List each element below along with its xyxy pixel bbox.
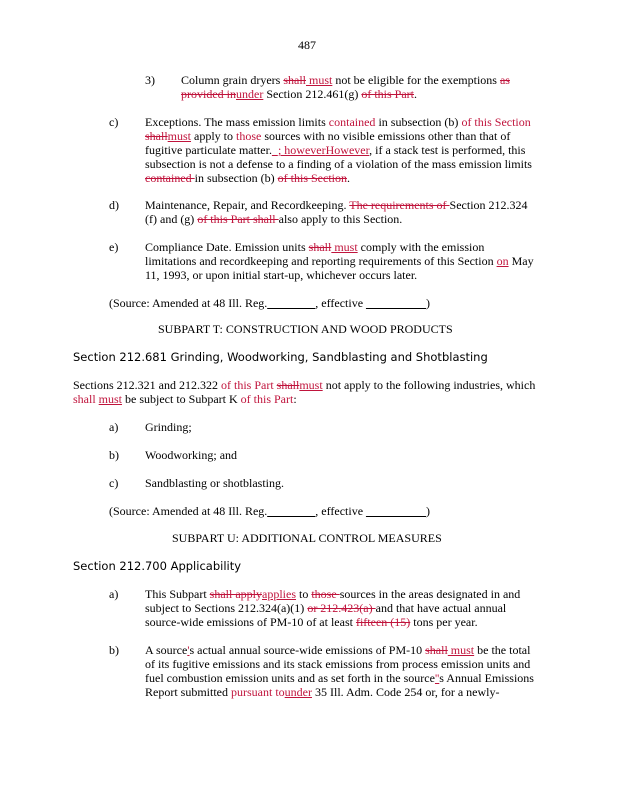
page-number: 487 [298, 38, 316, 52]
deleted-text: as [499, 73, 510, 87]
item-marker: e) [109, 240, 119, 254]
text-line [145, 212, 402, 226]
inserted-text: on [496, 254, 509, 268]
list-item [145, 476, 284, 490]
text-line [145, 129, 510, 143]
text-segment: Compliance Date. Emission units [145, 240, 309, 254]
text-segment: Woodworking; and [145, 448, 238, 462]
text-segment: ) [426, 296, 431, 310]
inserted-text: must [98, 392, 123, 406]
item-marker: a) [109, 587, 119, 601]
list-item [145, 420, 192, 434]
text-segment: 11, 1993, or upon initial start-up, whichever occurs later. [145, 268, 418, 282]
text-segment: sources in the areas designated in and [339, 587, 521, 601]
amended-text: of this Part [221, 378, 274, 392]
text-segment: subject to Sections 212.324(a)(1) [145, 601, 308, 615]
subpart-heading [158, 322, 453, 336]
text-segment: : [293, 392, 297, 406]
text-segment: Maintenance, Repair, and Recordkeeping. [145, 198, 350, 212]
inserted-text: under [284, 685, 312, 699]
text-segment: to [296, 587, 312, 601]
subpart-heading [172, 531, 442, 545]
text-segment: in subsection (b) [194, 171, 278, 185]
text-line [145, 115, 531, 129]
section-heading [73, 350, 488, 364]
text-segment: Section 212.681 Grinding, Woodworking, Sandblasting and Shotblasting [73, 350, 488, 364]
text-segment: This Subpart [145, 587, 210, 601]
text-segment: source-wide emissions of PM-10 of at least [145, 615, 356, 629]
text-segment: be subject to Subpart K [122, 392, 241, 406]
text-segment: __________ [366, 504, 427, 518]
item-marker: b) [109, 643, 119, 657]
text-segment: ________ [267, 504, 316, 518]
source-note [109, 296, 430, 310]
text-segment: fugitive particulate matter. [145, 143, 272, 157]
text-segment: A source [145, 643, 188, 657]
deleted-text: shall apply [209, 587, 262, 601]
inserted-text: '' [434, 671, 440, 685]
deleted-text: of this Part shall [197, 212, 279, 226]
text-segment: s actual annual source-wide emissions of PM-10 [189, 643, 426, 657]
text-line [73, 392, 297, 406]
amended-text: shall [73, 392, 99, 406]
text-segment: , effective [315, 504, 367, 518]
inserted-text: _; however [271, 143, 326, 157]
deleted-text: shall [145, 129, 168, 143]
deleted-text: or 212.423(a) [307, 601, 376, 615]
deleted-text: shall [276, 378, 300, 392]
text-segment: Section 212.700 Applicability [73, 559, 242, 573]
item-marker: 3) [145, 73, 155, 87]
text-segment: Report submitted [145, 685, 231, 699]
text-segment: 35 Ill. Adm. Code 254 or, for a newly- [312, 685, 500, 699]
amended-text: those [236, 129, 262, 143]
text-segment: subsection is not a defense to a finding of a violation of the mass emission limits [145, 157, 532, 171]
text-segment: (f) and (g) [145, 212, 198, 226]
text-segment: SUBPART T: CONSTRUCTION AND WOOD PRODUCTS [158, 322, 453, 336]
item-marker: d) [109, 198, 119, 212]
deleted-text: contained [145, 171, 195, 185]
amended-text: of this Section [461, 115, 531, 129]
text-segment: in subsection (b) [375, 115, 462, 129]
deleted-text: those [311, 587, 340, 601]
text-line [145, 601, 506, 615]
text-segment: of its fugitive emissions and its stack emissions from process emission units and [145, 657, 531, 671]
text-segment: be the total [474, 643, 531, 657]
inserted-text: must [306, 73, 333, 87]
text-segment: Column grain dryers [181, 73, 284, 87]
inserted-text: applies [262, 587, 296, 601]
list-item [145, 448, 237, 462]
text-segment: . [346, 171, 350, 185]
amended-text: pursuant to [231, 685, 285, 699]
item-marker: a) [109, 420, 119, 434]
text-segment: (Source: Amended at 48 Ill. Reg. [109, 296, 268, 310]
amended-text: of this Part [240, 392, 294, 406]
text-segment: , if a stack test is performed, this [369, 143, 526, 157]
text-segment: , effective [315, 296, 367, 310]
text-segment: ________ [267, 296, 316, 310]
deleted-text: shall [283, 73, 306, 87]
text-segment: (Source: Amended at 48 Ill. Reg. [109, 504, 268, 518]
text-line [145, 587, 520, 601]
text-segment: also apply to this Section. [278, 212, 403, 226]
text-segment: Section 212.324 [449, 198, 528, 212]
text-line [145, 171, 350, 185]
text-segment: limitations and recordkeeping and reporting requirements of this Section [145, 254, 497, 268]
text-line [145, 198, 528, 212]
text-segment: Section 212.461(g) [263, 87, 362, 101]
text-line [145, 671, 534, 685]
item-marker: c) [109, 115, 119, 129]
inserted-text: must [331, 240, 358, 254]
inserted-text: must [167, 129, 192, 143]
deleted-text: of this Section [277, 171, 347, 185]
text-segment: ) [426, 504, 431, 518]
deleted-text: of this Part [361, 87, 414, 101]
text-line [145, 143, 525, 157]
text-line [181, 87, 417, 101]
text-line [145, 157, 532, 171]
text-line [145, 240, 484, 254]
text-segment: tons per year. [410, 615, 478, 629]
deleted-text: shall [308, 240, 332, 254]
inserted-text: must [447, 643, 475, 657]
deleted-text: provided in [181, 87, 236, 101]
deleted-text: fifteen (15) [355, 615, 411, 629]
text-segment: Exceptions. The mass emission limits [145, 115, 329, 129]
text-segment: sources with no visible emissions other than that of [261, 129, 511, 143]
text-line [73, 378, 535, 392]
text-line [145, 643, 530, 657]
text-line [145, 685, 500, 699]
text-segment: . [414, 87, 417, 101]
text-segment: comply with the emission [357, 240, 485, 254]
item-marker: c) [109, 476, 119, 490]
text-line [145, 657, 530, 671]
inserted-text: under [236, 87, 264, 101]
source-note [109, 504, 430, 518]
deleted-text: shall [425, 643, 448, 657]
inserted-text: ' [187, 643, 190, 657]
item-marker: b) [109, 448, 119, 462]
text-segment: apply to [191, 129, 237, 143]
text-line [181, 73, 510, 87]
text-segment: fuel combustion emission units and as set forth in the source [145, 671, 435, 685]
text-segment: Sections 212.321 and 212.322 [73, 378, 221, 392]
text-segment: May [508, 254, 534, 268]
section-heading [73, 559, 241, 573]
deleted-text: The requirements of [349, 198, 450, 212]
text-segment: not be eligible for the exemptions [332, 73, 500, 87]
text-line [145, 254, 534, 268]
inserted-text: must [299, 378, 323, 392]
amended-text: contained [328, 115, 376, 129]
text-segment: __________ [366, 296, 427, 310]
text-segment: not apply to the following industries, which [322, 378, 536, 392]
text-line [145, 268, 417, 282]
text-segment: Grinding; [145, 420, 192, 434]
text-segment: SUBPART U: ADDITIONAL CONTROL MEASURES [172, 531, 442, 545]
text-line [145, 615, 478, 629]
inserted-text: However [325, 143, 370, 157]
text-segment: and that have actual annual [375, 601, 507, 615]
text-segment: s Annual Emissions [439, 671, 534, 685]
text-segment: Sandblasting or shotblasting. [145, 476, 284, 490]
